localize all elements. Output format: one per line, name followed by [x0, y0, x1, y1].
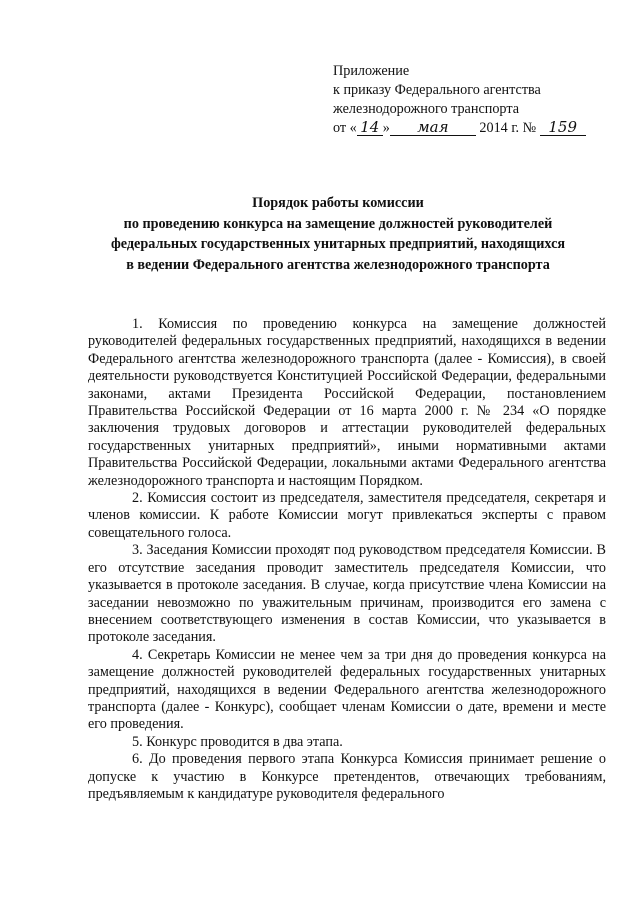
appendix-order-ref: к приказу Федерального агентства — [333, 82, 541, 98]
title-line: в ведении Федерального агентства железнодорожного транспорта — [126, 256, 550, 273]
date-close-quote: » — [382, 120, 390, 136]
paragraph-1: 1. Комиссия по проведению конкурса на замещение должностей руководителей федеральных государственных предприятий, находящихся в ведении Федерального агентства железнодорожного транспорта (далее - Комиссия), в своей деятельности руководствуется Конституцией Российской Федерации, федеральными законами, актами Президента Российской Федерации, постановлением Правительства Российской Федерации от 16 марта 2000 г. № 234 «О порядке заключения трудовых договоров и аттестации руководителей федеральных государственных унитарных предприятий», иными нормативными актами Правительства Российской Федерации, локальными актами Федерального агентства железнодорожного транспорта и настоящим Порядком. — [88, 316, 606, 489]
paragraph-6: 6. До проведения первого этапа Конкурса Комиссия принимает решение о допуске к участию в Конкурсе претендентов, отвечающих требованиям, предъявляемым к кандидатуре руководителя федерального — [88, 751, 606, 802]
date-prefix: от « — [333, 120, 357, 136]
appendix-date-line — [333, 119, 613, 138]
date-year: 2014 г. № — [479, 120, 537, 136]
paragraph-2: 2. Комиссия состоит из председателя, заместителя председателя, секретаря и членов комиссии. К работе Комиссии могут привлекаться эксперты с правом совещательного голоса. — [88, 490, 606, 541]
paragraph-4: 4. Секретарь Комиссии не менее чем за три дня до проведения конкурса на замещение должностей руководителей федеральных государственных унитарных предприятий, находящихся в ведении Федерального агентства железнодорожного транспорта (далее - Конкурс), сообщает членам Комиссии о дате, времени и месте его проведения. — [88, 646, 606, 733]
title-line: по проведению конкурса на замещение должностей руководителей — [123, 215, 553, 232]
title-line: федеральных государственных унитарных предприятий, находящихся — [110, 236, 566, 252]
document-body — [88, 316, 606, 803]
title-line: Порядок работы комиссии — [252, 195, 424, 211]
paragraph-3: 3. Заседания Комиссии проходят под руководством председателя Комиссии. В его отсутствие заседания проводит заместитель председателя Комиссии, что указывается в протоколе заседания. В случае, когда присутствие члена Комиссии на заседании невозможно по уважительным причинам, производится его замена с внесением соответствующего изменения в состав Комиссии, что указывается в протоколе заседания. — [88, 542, 606, 646]
date-day-handwritten: 14 — [357, 120, 383, 136]
appendix-agency: железнодорожного транспорта — [333, 101, 520, 117]
document-title — [60, 193, 616, 275]
appendix-header — [333, 62, 613, 138]
appendix-label: Приложение — [333, 63, 410, 79]
date-month-handwritten: мая — [390, 120, 476, 136]
order-number-handwritten: 159 — [540, 120, 586, 136]
paragraph-5: 5. Конкурс проводится в два этапа. — [132, 733, 343, 750]
